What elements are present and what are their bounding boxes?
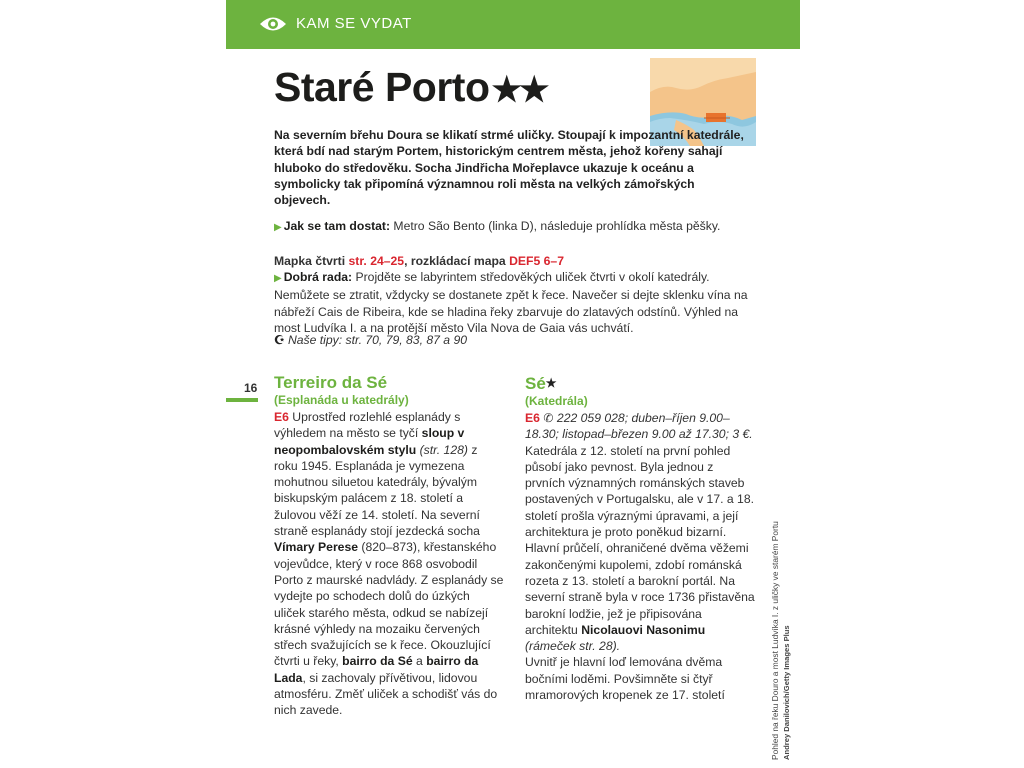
bold-term: sloup v neopombalovském stylu	[274, 426, 465, 457]
section-banner	[226, 0, 800, 49]
eye-icon	[258, 14, 288, 34]
arrow-icon: ▶	[274, 222, 282, 233]
tips-reference	[274, 332, 764, 348]
tip-text: Projděte se labyrintem středověkých uliček čtvrti v okolí katedrály. Nemůžete se ztratit, vždycky se dostanete zpět k řece. Navečer si dejte sklenku vína na nábřeží Cais de Ribeira, kde se hladina řeky zbarvuje do zlatavých odstínů. Výhled na most Ludvíka I. a na protější město Vila Nova de Gaia vás uchvátí.	[274, 270, 748, 336]
directions-text: Metro São Bento (linka D), následuje prohlídka města pěšky.	[390, 219, 721, 233]
tip-label: Dobrá rada:	[283, 270, 353, 284]
opening-hours: 222 059 028; duben–říjen 9.00–18.30; listopad–březen 9.00 až 17.30; 3 €.	[525, 411, 753, 442]
body-text: z roku 1945. Esplanáda je vymezena mohutnou siluetou katedrály, bývalým biskupským palácem z 18. století a žulovou věží ze 14. století. Na severní straně esplanády stojí jezdecká socha	[274, 442, 480, 539]
section-heading: Terreiro da Sé	[274, 373, 388, 392]
tips-ref-text: Naše tipy: str. 70, 79, 83, 87 a 90	[287, 333, 468, 347]
phone-icon: ✆	[543, 411, 554, 425]
left-column	[274, 373, 504, 719]
page-ref: (rámeček str. 28).	[525, 639, 621, 654]
minimap-mid: , rozkládací mapa	[404, 254, 510, 268]
rating-star: ★	[545, 376, 557, 390]
practical-info	[525, 410, 755, 443]
rating-stars: ★★	[491, 71, 547, 109]
minimap-label: Mapka čtvrti	[274, 254, 349, 268]
page-number-bar	[226, 398, 258, 402]
body-text: Uprostřed rozlehlé esplanády s výhledem na město se tyčí	[274, 410, 461, 441]
title-text: Staré Porto	[274, 64, 490, 110]
section-subheading: (Katedrála)	[525, 394, 588, 408]
page-title	[274, 64, 546, 111]
directions-line	[274, 218, 764, 236]
body-text: a	[412, 654, 427, 669]
right-column	[525, 373, 755, 703]
heading-text: Sé	[525, 374, 546, 393]
section-body	[274, 409, 504, 719]
bold-term: bairro da Lada	[274, 654, 479, 685]
bold-term: Vímary Perese	[274, 540, 359, 555]
foldout-map-ref[interactable]: DEF5 6–7	[509, 254, 564, 268]
body-text: (820–873), křestanského vojevůdce, který v roce 868 osvobodil Porto z maurské nadvlády. Z esplanády se vydejte po schodech dolů do úzkých uliček starého města, odkud se nabízejí krásné výhledy na mozaiku červených střech svažujících se k řece. Okouzlující čtvrti u řeky,	[274, 540, 504, 669]
section-body	[525, 443, 755, 655]
bold-term: bairro da Sé	[342, 654, 413, 669]
page-number: 16	[244, 381, 258, 395]
guidebook-page	[226, 0, 800, 768]
recommend-icon: ☪	[274, 333, 285, 347]
photo-credit	[770, 400, 792, 760]
section-subheading: (Esplanáda u katedrály)	[274, 393, 409, 407]
arrow-icon: ▶	[274, 273, 282, 284]
banner-label: KAM SE VYDAT	[296, 15, 412, 32]
map-grid-ref: E6	[274, 410, 289, 424]
map-reference-line	[274, 253, 764, 269]
body-text: , si zachovaly přívětivou, lidovou atmosféru. Změť uliček a schodišť vás do nich zavede.	[274, 670, 498, 718]
minimap-pages-link[interactable]: str. 24–25	[348, 254, 405, 268]
photo-author: Andrey Danilovich/Getty Images Plus	[782, 625, 791, 760]
tip-paragraph	[274, 269, 764, 337]
directions-label: Jak se tam dostat:	[283, 219, 391, 233]
page-ref: (str. 128)	[416, 442, 468, 457]
map-grid-ref: E6	[525, 411, 540, 425]
bold-term: Nicolauovi Nasonimu	[581, 622, 706, 637]
body-text: Katedrála z 12. století na první pohled působí jako pevnost. Byla jednou z prvních významných románských staveb postavených v Portugalsku, ale v 17. a 18. století prošla výraznými úpravami, a její architektura je proto poněkud bizarní. Hlavní průčelí, ohraničené dvěma věžemi zakončenými kupolemi, zdobí románská rozeta z 13. století a barokní portál. Na severní straně byla v roce 1736 přistavěna barokní lodžie, jež je připisována architektu	[525, 443, 755, 637]
section-body-2: Uvnitř je hlavní loď lemována dvěma bočními loděmi. Povšimněte si čtyř mramorových kropenek ze 17. století	[525, 655, 725, 703]
intro-paragraph: Na severním břehu Doura se klikatí strmé uličky. Stoupají k impozantní katedrále, která bdí nad starým Portem, historickým centrem města, jehož kořeny sahají hluboko do středověku. Socha Jindřicha Mořeplavce ukazuje k oceánu a symbolicky tak připomíná významnou roli města na velkých zámořských objevech.	[274, 128, 744, 208]
photo-caption: Pohled na řeku Douro a most Ludvíka I. z uličky ve starém Portu	[770, 521, 780, 760]
section-heading	[525, 373, 755, 394]
